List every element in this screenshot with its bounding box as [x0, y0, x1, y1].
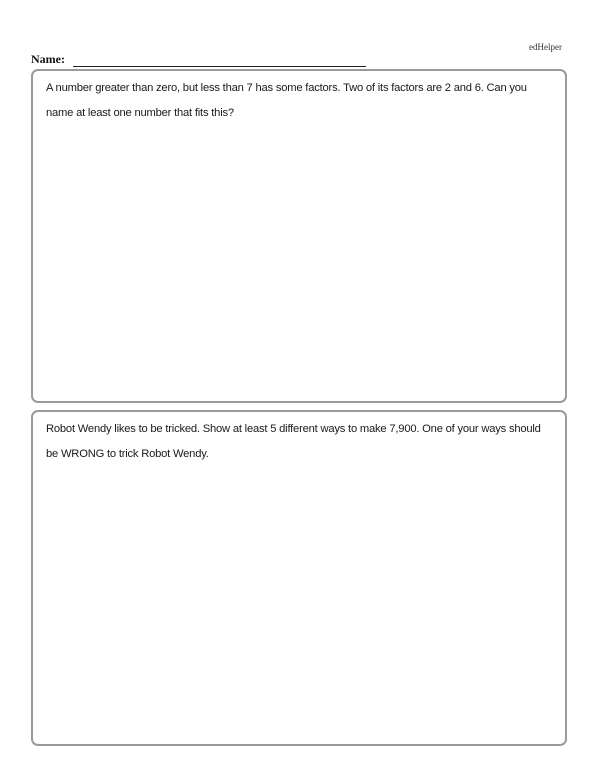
question-text-2: Robot Wendy likes to be tricked. Show at least 5 different ways to make 7,900. One of your ways should be WRONG to trick Robot Wendy. [46, 423, 541, 460]
question-text-1: A number greater than zero, but less than 7 has some factors. Two of its factors are 2 and 6. Can you name at least one number that fits this? [46, 82, 527, 119]
question-box-2[interactable] [31, 410, 567, 746]
name-answer-line[interactable] [73, 54, 366, 67]
name-label: Name: [31, 52, 65, 66]
brand-label: edHelper [529, 42, 562, 52]
question-box-1[interactable] [31, 69, 567, 403]
name-field-row [31, 52, 366, 67]
